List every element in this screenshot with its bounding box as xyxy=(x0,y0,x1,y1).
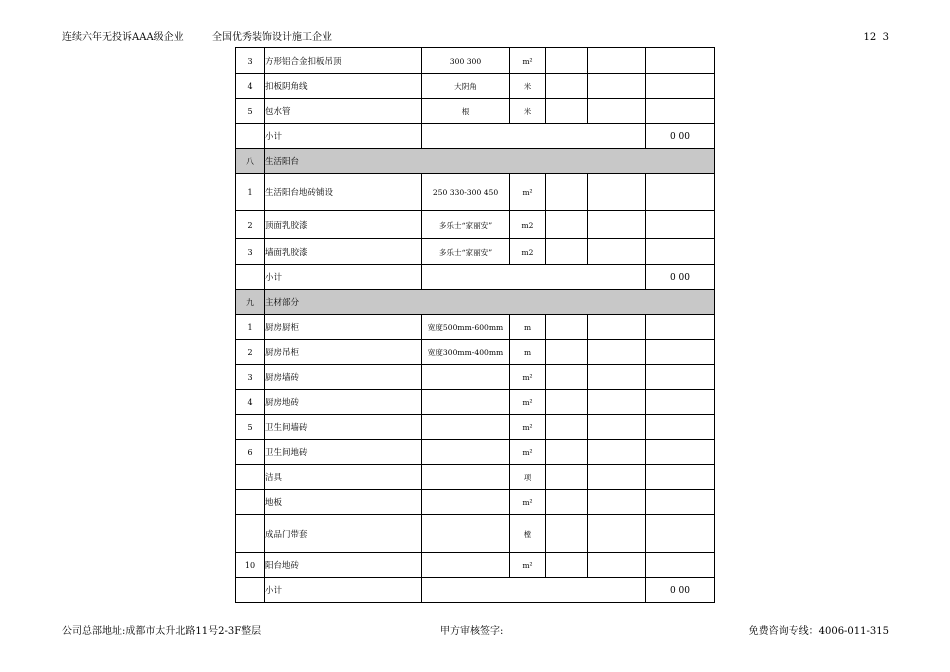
item-spec: 300 300 xyxy=(422,48,510,74)
section-header-row xyxy=(236,290,715,315)
empty-cell xyxy=(546,440,588,465)
item-name: 墙面乳胶漆 xyxy=(265,239,422,265)
empty-cell xyxy=(588,239,646,265)
empty-cell xyxy=(588,174,646,211)
subtotal-value: 0 00 xyxy=(646,265,715,290)
subtotal-value: 0 00 xyxy=(646,124,715,149)
hotline: 免费咨询专线：4006-011-315 xyxy=(748,626,889,637)
item-spec: 宽度500mm-600mm xyxy=(422,315,510,340)
subtotal-row xyxy=(236,578,715,603)
empty-cell xyxy=(546,515,588,553)
empty-cell xyxy=(646,365,715,390)
empty-cell xyxy=(422,390,510,415)
empty-cell xyxy=(588,515,646,553)
table-row xyxy=(236,315,715,340)
empty-cell xyxy=(646,239,715,265)
table-row xyxy=(236,415,715,440)
empty-cell xyxy=(646,515,715,553)
empty-cell xyxy=(546,365,588,390)
item-number: 6 xyxy=(236,440,265,465)
subtotal-label: 小计 xyxy=(265,265,422,290)
subtotal-row xyxy=(236,124,715,149)
empty-cell xyxy=(546,239,588,265)
item-unit: m xyxy=(510,340,546,365)
item-name: 地板 xyxy=(265,490,422,515)
empty-cell xyxy=(588,74,646,99)
table-row xyxy=(236,365,715,390)
item-name: 卫生间地砖 xyxy=(265,440,422,465)
item-number: 5 xyxy=(236,99,265,124)
empty-cell xyxy=(588,315,646,340)
empty-cell xyxy=(546,415,588,440)
section-title: 主材部分 xyxy=(265,290,715,315)
empty-cell xyxy=(588,490,646,515)
item-name: 方形铝合金扣板吊顶 xyxy=(265,48,422,74)
section-number: 九 xyxy=(236,290,265,315)
empty-cell xyxy=(646,465,715,490)
item-unit: 米 xyxy=(510,74,546,99)
subtotal-row xyxy=(236,265,715,290)
empty-cell xyxy=(546,48,588,74)
item-unit: m² xyxy=(510,48,546,74)
empty-cell xyxy=(646,553,715,578)
subtotal-value: 0 00 xyxy=(646,578,715,603)
empty-cell xyxy=(588,390,646,415)
empty-cell xyxy=(236,265,265,290)
page-number: 12 3 xyxy=(863,32,889,43)
company-honor: 全国优秀装饰设计施工企业 xyxy=(212,32,332,43)
empty-cell xyxy=(588,365,646,390)
item-name: 洁具 xyxy=(265,465,422,490)
empty-cell xyxy=(236,465,265,490)
table-row xyxy=(236,211,715,239)
empty-cell xyxy=(646,415,715,440)
empty-cell xyxy=(646,74,715,99)
item-number: 2 xyxy=(236,211,265,239)
empty-cell xyxy=(588,415,646,440)
item-spec: 大阴角 xyxy=(422,74,510,99)
empty-cell xyxy=(236,515,265,553)
table-row xyxy=(236,390,715,415)
signature-label: 甲方审核签字: xyxy=(440,626,504,637)
empty-cell xyxy=(588,99,646,124)
empty-cell xyxy=(546,465,588,490)
empty-cell xyxy=(546,211,588,239)
empty-cell xyxy=(546,490,588,515)
item-number: 3 xyxy=(236,239,265,265)
table-row xyxy=(236,48,715,74)
item-name: 厨房吊柜 xyxy=(265,340,422,365)
table-row xyxy=(236,465,715,490)
item-unit: 米 xyxy=(510,99,546,124)
empty-cell xyxy=(588,465,646,490)
item-name: 扣板阴角线 xyxy=(265,74,422,99)
empty-cell xyxy=(546,553,588,578)
item-name: 厨房墙砖 xyxy=(265,365,422,390)
item-name: 厨房厨柜 xyxy=(265,315,422,340)
company-address: 公司总部地址:成都市太升北路11号2-3F整层 xyxy=(62,626,262,637)
table-row xyxy=(236,99,715,124)
item-name: 生活阳台地砖铺设 xyxy=(265,174,422,211)
item-number: 4 xyxy=(236,390,265,415)
empty-cell xyxy=(422,124,646,149)
item-name: 卫生间墙砖 xyxy=(265,415,422,440)
item-name: 顶面乳胶漆 xyxy=(265,211,422,239)
table-row xyxy=(236,515,715,553)
item-number: 3 xyxy=(236,48,265,74)
empty-cell xyxy=(646,490,715,515)
empty-cell xyxy=(422,578,646,603)
item-unit: m² xyxy=(510,440,546,465)
empty-cell xyxy=(422,415,510,440)
empty-cell xyxy=(422,515,510,553)
empty-cell xyxy=(236,490,265,515)
item-number: 4 xyxy=(236,74,265,99)
empty-cell xyxy=(646,440,715,465)
item-number: 5 xyxy=(236,415,265,440)
item-unit: m² xyxy=(510,174,546,211)
table-row xyxy=(236,174,715,211)
item-unit: m² xyxy=(510,390,546,415)
item-number: 2 xyxy=(236,340,265,365)
item-spec: 多乐士“家丽安” xyxy=(422,239,510,265)
table-row xyxy=(236,340,715,365)
empty-cell xyxy=(588,553,646,578)
item-spec: 宽度300mm-400mm xyxy=(422,340,510,365)
item-unit: 樘 xyxy=(510,515,546,553)
company-slogan: 连续六年无投诉AAA级企业 xyxy=(62,32,184,43)
empty-cell xyxy=(422,490,510,515)
empty-cell xyxy=(546,99,588,124)
section-header-row xyxy=(236,149,715,174)
table-row xyxy=(236,490,715,515)
empty-cell xyxy=(546,315,588,340)
empty-cell xyxy=(236,124,265,149)
item-unit: 项 xyxy=(510,465,546,490)
item-number: 3 xyxy=(236,365,265,390)
section-number: 八 xyxy=(236,149,265,174)
empty-cell xyxy=(646,174,715,211)
item-number: 1 xyxy=(236,315,265,340)
item-unit: m² xyxy=(510,415,546,440)
empty-cell xyxy=(422,465,510,490)
table-row xyxy=(236,239,715,265)
item-spec: 根 xyxy=(422,99,510,124)
empty-cell xyxy=(236,578,265,603)
item-name: 阳台地砖 xyxy=(265,553,422,578)
empty-cell xyxy=(646,99,715,124)
empty-cell xyxy=(422,265,646,290)
item-spec: 250 330-300 450 xyxy=(422,174,510,211)
empty-cell xyxy=(422,553,510,578)
item-name: 成品门带套 xyxy=(265,515,422,553)
empty-cell xyxy=(646,48,715,74)
item-unit: m² xyxy=(510,490,546,515)
item-spec: 多乐士“家丽安” xyxy=(422,211,510,239)
empty-cell xyxy=(546,390,588,415)
item-unit: m² xyxy=(510,365,546,390)
empty-cell xyxy=(588,211,646,239)
empty-cell xyxy=(646,340,715,365)
empty-cell xyxy=(588,340,646,365)
table-row xyxy=(236,440,715,465)
empty-cell xyxy=(588,440,646,465)
subtotal-label: 小计 xyxy=(265,124,422,149)
empty-cell xyxy=(546,74,588,99)
table-row xyxy=(236,553,715,578)
empty-cell xyxy=(422,440,510,465)
empty-cell xyxy=(588,48,646,74)
subtotal-label: 小计 xyxy=(265,578,422,603)
item-name: 包水管 xyxy=(265,99,422,124)
item-unit: m xyxy=(510,315,546,340)
table-row xyxy=(236,74,715,99)
quotation-table xyxy=(235,47,715,603)
section-title: 生活阳台 xyxy=(265,149,715,174)
item-number: 10 xyxy=(236,553,265,578)
empty-cell xyxy=(646,390,715,415)
item-name: 厨房地砖 xyxy=(265,390,422,415)
empty-cell xyxy=(646,211,715,239)
empty-cell xyxy=(422,365,510,390)
empty-cell xyxy=(546,340,588,365)
item-unit: m2 xyxy=(510,239,546,265)
empty-cell xyxy=(546,174,588,211)
item-unit: m2 xyxy=(510,211,546,239)
empty-cell xyxy=(646,315,715,340)
item-unit: m² xyxy=(510,553,546,578)
item-number: 1 xyxy=(236,174,265,211)
